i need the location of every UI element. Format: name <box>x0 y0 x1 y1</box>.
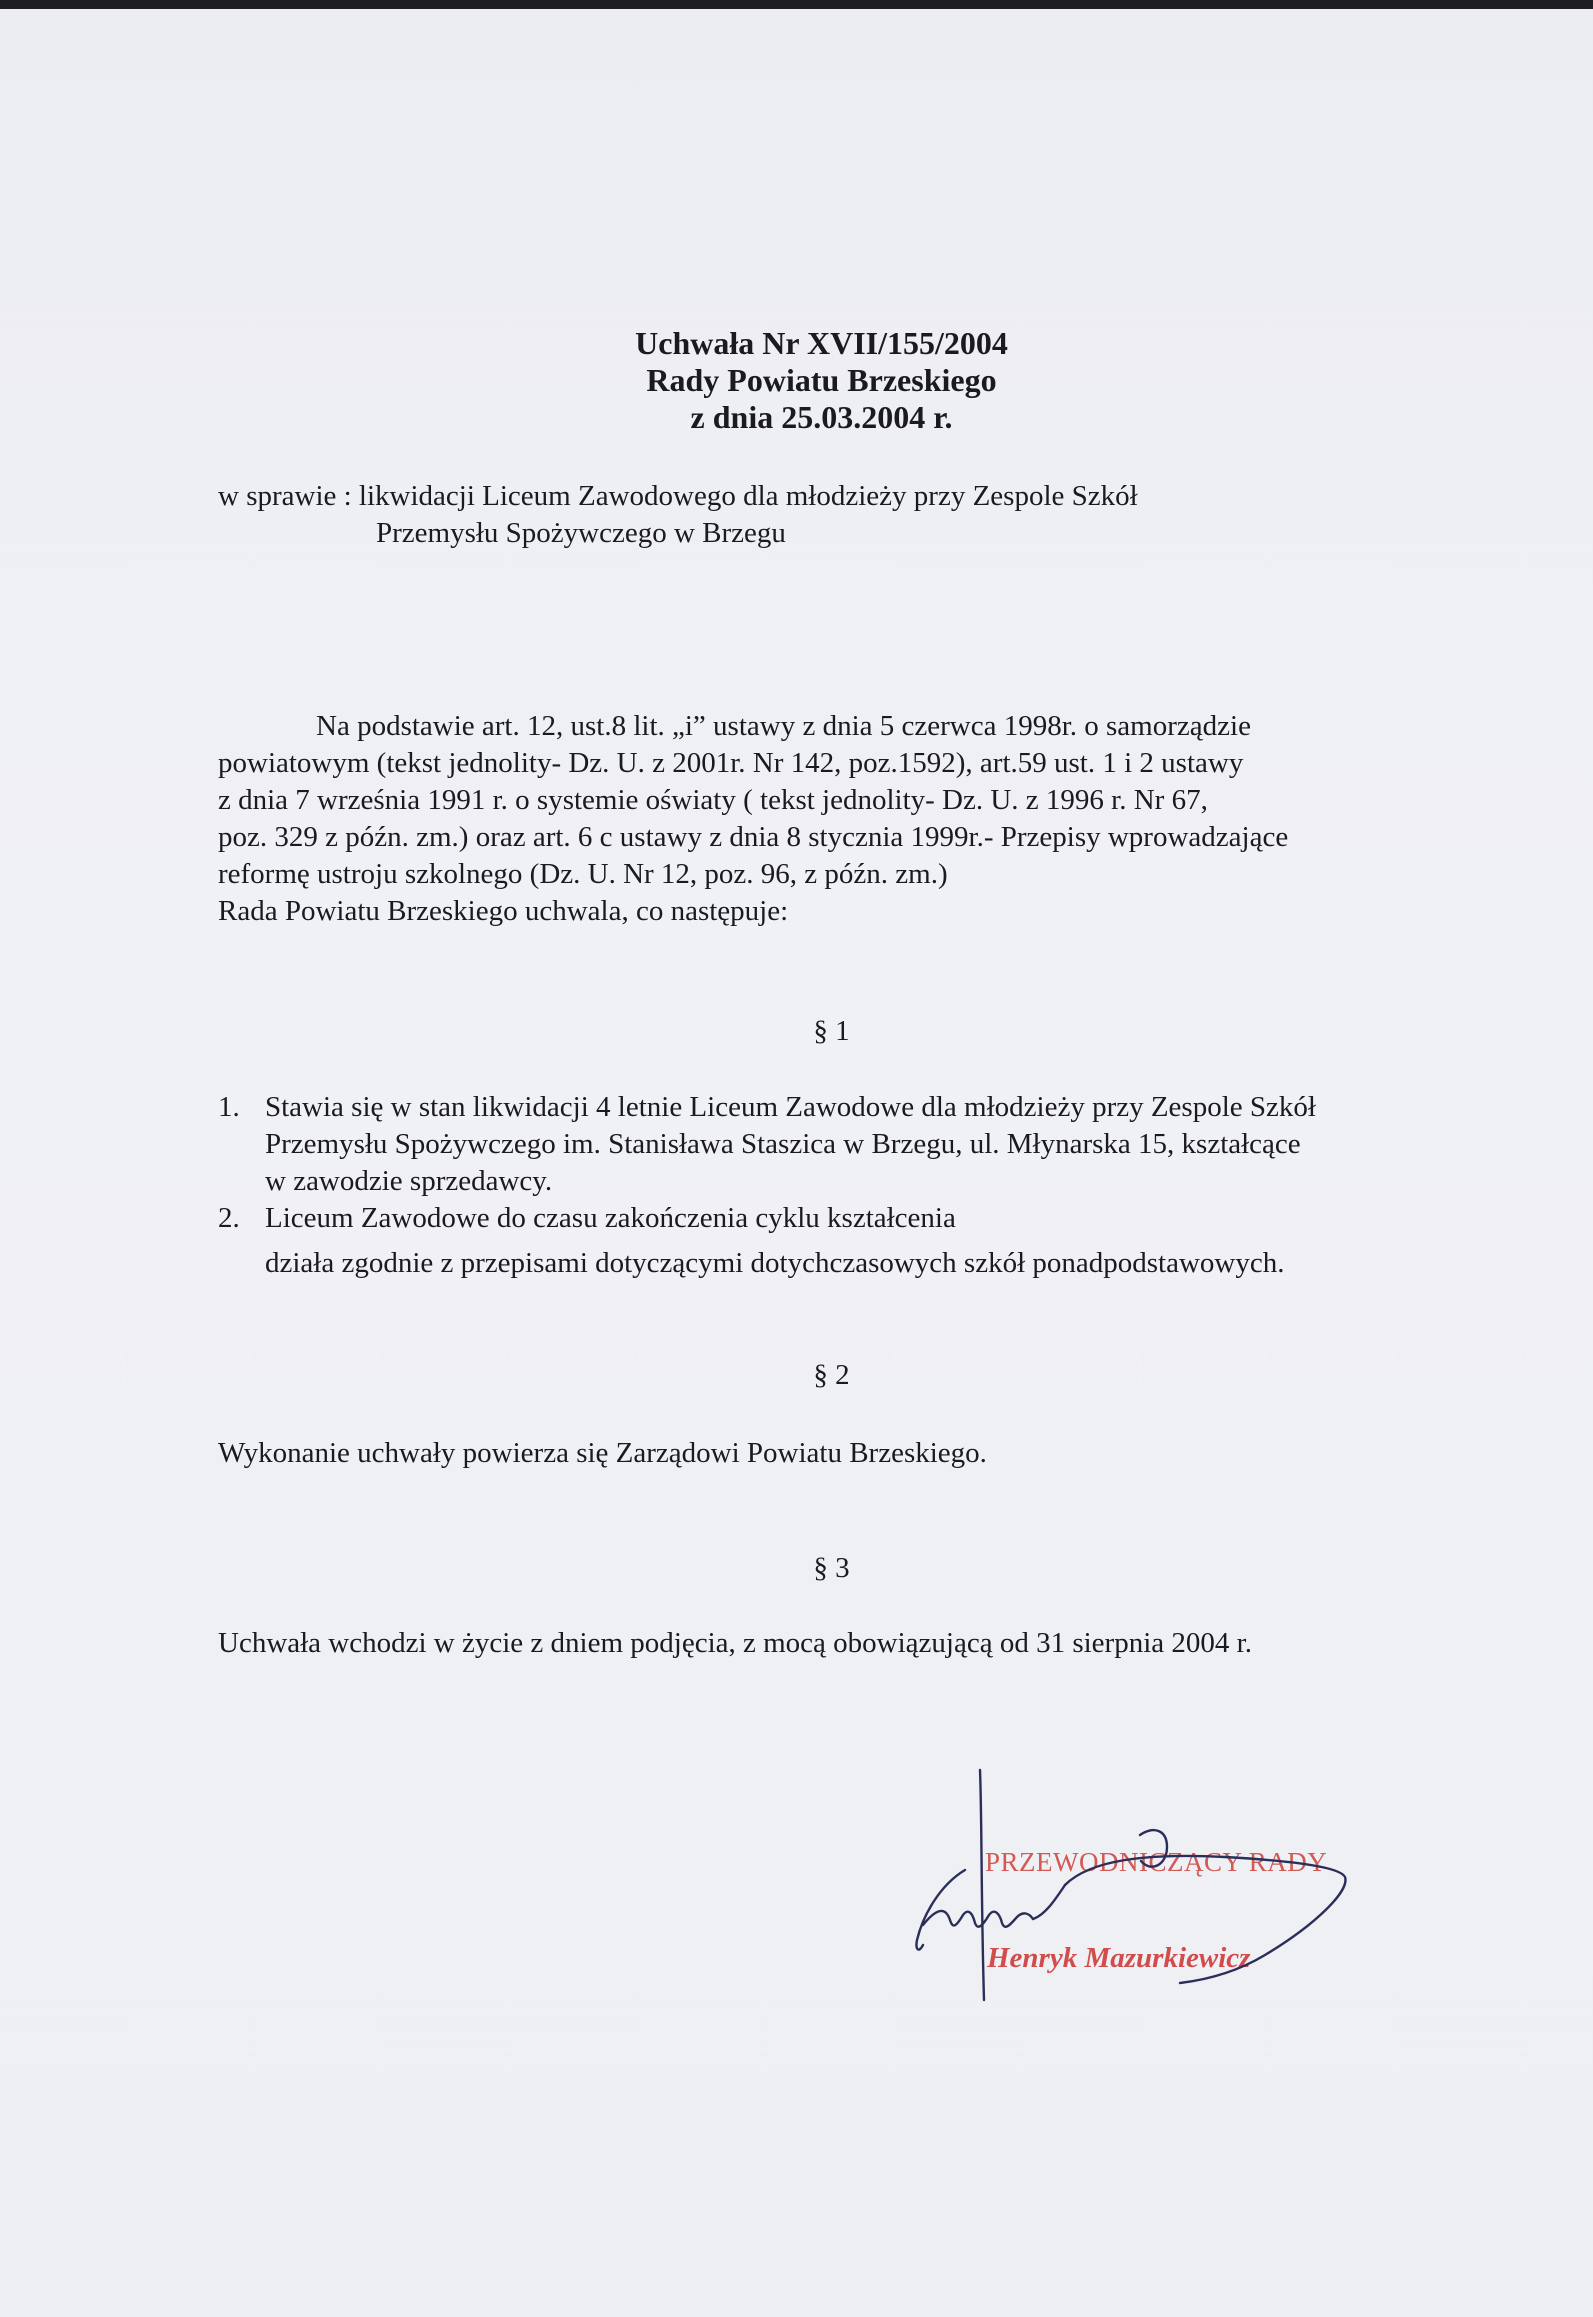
stamp-title: PRZEWODNICZĄCY RADY <box>985 1847 1328 1877</box>
section-3-text: Uchwała wchodzi w życie z dniem podjęcia, z mocą obowiązującą od 31 sierpnia 2004 r. <box>218 1627 1252 1659</box>
preamble-line: reformę ustroju szkolnego (Dz. U. Nr 12, poz. 96, z późn. zm.) <box>218 858 948 890</box>
stamp-name: Henryk Mazurkiewicz <box>987 1942 1251 1974</box>
scan-top-edge <box>0 0 1593 9</box>
item-2-number: 2. <box>218 1202 240 1234</box>
preamble-line: poz. 329 z późn. zm.) oraz art. 6 c ustawy z dnia 8 stycznia 1999r.- Przepisy wprowadzające <box>218 821 1289 853</box>
resolution-date: z dnia 25.03.2004 r. <box>690 399 953 435</box>
item-1-number: 1. <box>218 1091 240 1123</box>
preamble-line: powiatowym (tekst jednolity- Dz. U. z 2001r. Nr 142, poz.1592), art.59 ust. 1 i 2 ustawy <box>218 747 1244 779</box>
council-name: Rady Powiatu Brzeskiego <box>646 362 997 398</box>
resolution-number: Uchwała Nr XVII/155/2004 <box>635 325 1008 361</box>
section-3-heading: § 3 <box>813 1552 850 1584</box>
handwritten-signature <box>905 1765 1425 2005</box>
subject-line-2: Przemysłu Spożywczego w Brzegu <box>376 517 786 549</box>
item-1-line: Przemysłu Spożywczego im. Stanisława Staszica w Brzegu, ul. Młynarska 15, kształcące <box>265 1128 1301 1160</box>
subject-line-1: w sprawie : likwidacji Liceum Zawodowego dla młodzieży przy Zespole Szkół <box>218 480 1138 512</box>
preamble-line: z dnia 7 września 1991 r. o systemie oświaty ( tekst jednolity- Dz. U. z 1996 r. Nr 67, <box>218 784 1208 816</box>
item-2-line: Liceum Zawodowe do czasu zakończenia cyklu kształcenia <box>265 1202 956 1234</box>
item-1-line: w zawodzie sprzedawcy. <box>265 1165 553 1197</box>
signature-block <box>905 1765 1425 2005</box>
preamble-line: Rada Powiatu Brzeskiego uchwala, co następuje: <box>218 895 789 927</box>
item-2-line: działa zgodnie z przepisami dotyczącymi dotychczasowych szkół ponadpodstawowych. <box>265 1247 1285 1279</box>
section-1-heading: § 1 <box>813 1015 850 1047</box>
preamble-line: Na podstawie art. 12, ust.8 lit. „i” ustawy z dnia 5 czerwca 1998r. o samorządzie <box>316 710 1251 742</box>
section-2-heading: § 2 <box>813 1359 850 1391</box>
section-2-text: Wykonanie uchwały powierza się Zarządowi Powiatu Brzeskiego. <box>218 1437 987 1469</box>
item-1-line: Stawia się w stan likwidacji 4 letnie Liceum Zawodowe dla młodzieży przy Zespole Szkół <box>265 1091 1316 1123</box>
